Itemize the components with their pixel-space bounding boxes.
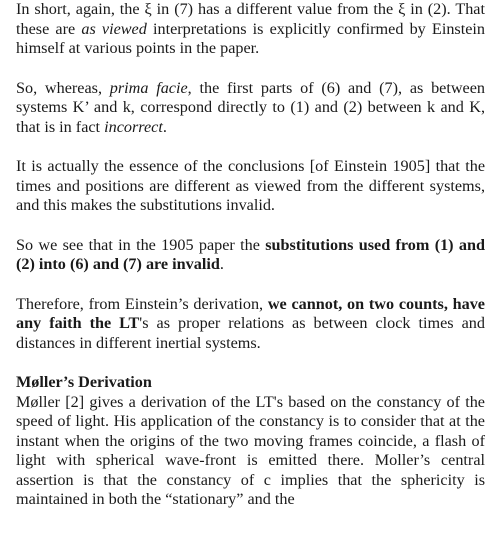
paragraph-xi-values <box>16 0 485 59</box>
text-run: In short, again, the ξ in (7) has a different value from the ξ in (2). That these are <box>16 0 485 38</box>
text-run: . <box>219 255 224 273</box>
text-run: . <box>162 117 167 136</box>
paragraph-substitutions-invalid <box>16 236 485 275</box>
bold-text-run: we cannot, on two counts, have any faith the LT <box>16 294 485 332</box>
bold-text-run: substitutions used from (1) and (2) into (6) and (7) are invalid <box>16 235 485 273</box>
section-body: Møller [2] gives a derivation of the LT's based on the constancy of the speed of light. His application of the constancy is to consider that at the instant when the origins of the two moving frames coincide, a flash of light with spherical wave-front is emitted there. Moller’s central assertion is that the constancy of c implies that the sphericity is maintained in both the “stationary” and the <box>16 392 485 508</box>
italic-text-run: as viewed <box>81 19 147 38</box>
paragraph-spacer <box>16 353 485 373</box>
paragraph-conclusion <box>16 295 485 354</box>
text-run: So we see that in the 1905 paper the <box>16 235 266 254</box>
section-heading: Møller’s Derivation <box>16 373 152 391</box>
paragraph-spacer <box>16 216 485 236</box>
italic-text-run: prima facie <box>109 78 188 97</box>
italic-text-run: incorrect <box>104 117 163 136</box>
text-run: interpretations is explicitly confirmed by Einstein himself at various points in the paper. <box>16 19 485 57</box>
text-run: , the first parts of (6) and (7), as between systems K’ and k, correspond directly to (1) and (2) between k and K, that is in fact <box>16 78 486 136</box>
paragraph-prima-facie <box>16 79 485 138</box>
paragraph-spacer <box>16 137 485 157</box>
text-run: Therefore, from Einstein’s derivation, <box>16 294 268 313</box>
paragraph-spacer <box>16 59 485 79</box>
paragraph-spacer <box>16 275 485 295</box>
text-run: 's as proper relations as between clock times and distances in different inertial systems. <box>16 314 485 352</box>
paragraph-essence: It is actually the essence of the conclusions [of Einstein 1905] that the times and positions are different as viewed from the different systems, and this makes the substitutions invalid. <box>16 157 485 214</box>
text-run: So, whereas, <box>16 78 110 97</box>
